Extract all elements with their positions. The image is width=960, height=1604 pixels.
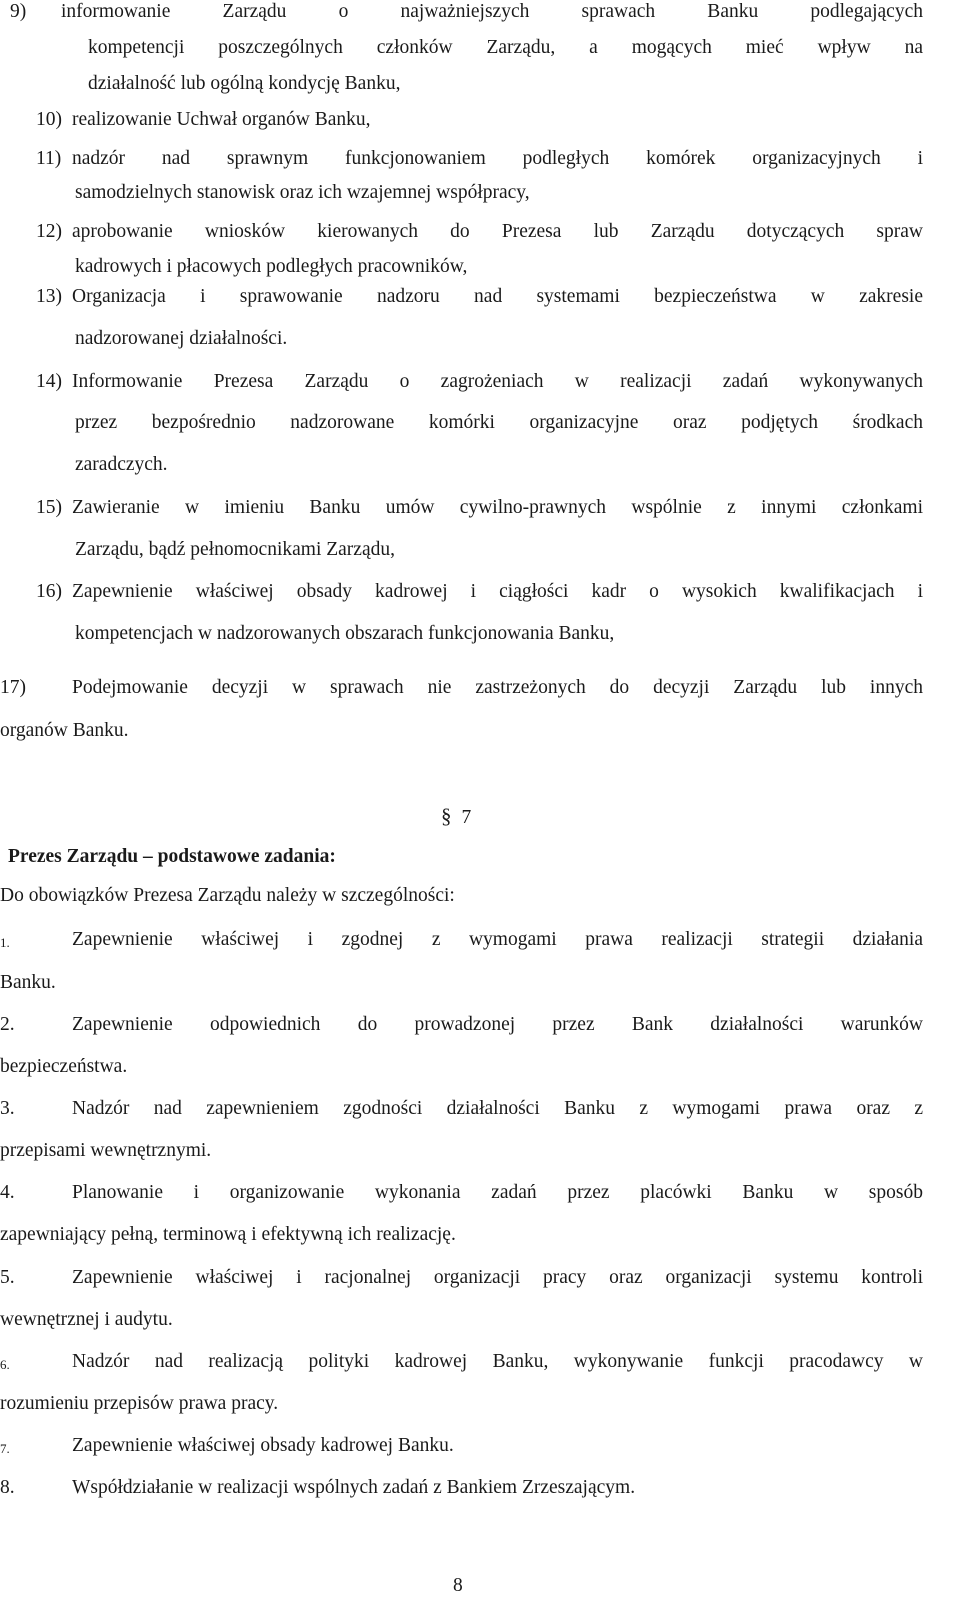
list-number: 12) <box>36 221 62 242</box>
section-heading: Prezes Zarządu – podstawowe zadania: <box>8 846 336 867</box>
section-number <box>441 804 471 830</box>
duty-number: 1. <box>0 935 10 950</box>
duty-line: wewnętrznej i audytu. <box>0 1309 173 1330</box>
duty-line: bezpieczeństwa. <box>0 1056 128 1077</box>
duty-line: Zapewnienie właściwej i racjonalnej organizacji pracy oraz organizacji systemu kontroli <box>72 1267 923 1288</box>
duty-number: 2. <box>0 1014 15 1035</box>
list-number: 9) <box>10 1 27 22</box>
list-item-line: kadrowych i płacowych podległych pracowników, <box>75 256 468 277</box>
list-item-line: aprobowanie wniosków kierowanych do Prezesa lub Zarządu dotyczących spraw <box>72 221 923 242</box>
list-item-line: organów Banku. <box>0 720 129 741</box>
list-number: 11) <box>36 148 62 169</box>
duty-line: Nadzór nad zapewnieniem zgodności działalności Banku z wymogami prawa oraz z <box>72 1098 923 1119</box>
duty-line: przepisami wewnętrznymi. <box>0 1140 212 1161</box>
page-number: 8 <box>453 1575 463 1596</box>
duty-line: rozumieniu przepisów prawa pracy. <box>0 1393 279 1414</box>
list-item-line: nadzorowanej działalności. <box>75 328 288 349</box>
duty-line: zapewniający pełną, terminową i efektywną ich realizację. <box>0 1224 456 1245</box>
duty-number: 7. <box>0 1441 10 1456</box>
list-number: 15) <box>36 497 62 518</box>
list-number: 16) <box>36 581 62 602</box>
list-item-line: działalność lub ogólną kondycję Banku, <box>88 73 401 94</box>
list-item-line: Zawieranie w imieniu Banku umów cywilno-prawnych wspólnie z innymi członkami <box>72 497 923 518</box>
list-item-line: realizowanie Uchwał organów Banku, <box>72 109 371 130</box>
section-intro: Do obowiązków Prezesa Zarządu należy w szczególności: <box>0 885 455 906</box>
list-item-line: Zapewnienie właściwej obsady kadrowej i ciągłości kadr o wysokich kwalifikacjach i <box>72 581 923 602</box>
list-item-line: zaradczych. <box>75 454 168 475</box>
duty-line: Nadzór nad realizacją polityki kadrowej Banku, wykonywanie funkcji pracodawcy w <box>72 1351 923 1372</box>
duty-line: Zapewnienie właściwej i zgodnej z wymogami prawa realizacji strategii działania <box>72 929 923 950</box>
list-item-line: samodzielnych stanowisk oraz ich wzajemnej współpracy, <box>75 182 530 203</box>
duty-number: 3. <box>0 1098 15 1119</box>
duty-line: Zapewnienie odpowiednich do prowadzonej przez Bank działalności warunków <box>72 1014 923 1035</box>
list-number: 10) <box>36 109 62 130</box>
section-sign: § <box>441 804 452 828</box>
duty-line: Banku. <box>0 972 56 993</box>
duty-number: 8. <box>0 1477 15 1498</box>
list-number: 13) <box>36 286 62 307</box>
list-item-line: kompetencji poszczególnych członków Zarządu, a mogących mieć wpływ na <box>88 37 923 58</box>
duty-line: Zapewnienie właściwej obsady kadrowej Banku. <box>72 1435 454 1456</box>
list-number: 17) <box>0 677 26 698</box>
list-item-line: przez bezpośrednio nadzorowane komórki organizacyjne oraz podjętych środkach <box>75 412 923 433</box>
list-item-line: kompetencjach w nadzorowanych obszarach funkcjonowania Banku, <box>75 623 615 644</box>
duty-line: Współdziałanie w realizacji wspólnych zadań z Bankiem Zrzeszającym. <box>72 1477 636 1498</box>
duty-number: 6. <box>0 1357 10 1372</box>
list-item-line: Zarządu, bądź pełnomocnikami Zarządu, <box>75 539 395 560</box>
list-item-line: Podejmowanie decyzji w sprawach nie zastrzeżonych do decyzji Zarządu lub innych <box>72 677 923 698</box>
duty-number: 5. <box>0 1267 15 1288</box>
duty-line: Planowanie i organizowanie wykonania zadań przez placówki Banku w sposób <box>72 1182 923 1203</box>
list-item-line: Organizacja i sprawowanie nadzoru nad systemami bezpieczeństwa w zakresie <box>72 286 923 307</box>
list-item-line: Informowanie Prezesa Zarządu o zagrożeniach w realizacji zadań wykonywanych <box>72 371 923 392</box>
duty-number: 4. <box>0 1182 15 1203</box>
list-number: 14) <box>36 371 62 392</box>
list-item-line: informowanie Zarządu o najważniejszych sprawach Banku podlegających <box>61 1 923 22</box>
list-item-line: nadzór nad sprawnym funkcjonowaniem podległych komórek organizacyjnych i <box>72 148 923 169</box>
section-number-value: 7 <box>461 807 472 828</box>
